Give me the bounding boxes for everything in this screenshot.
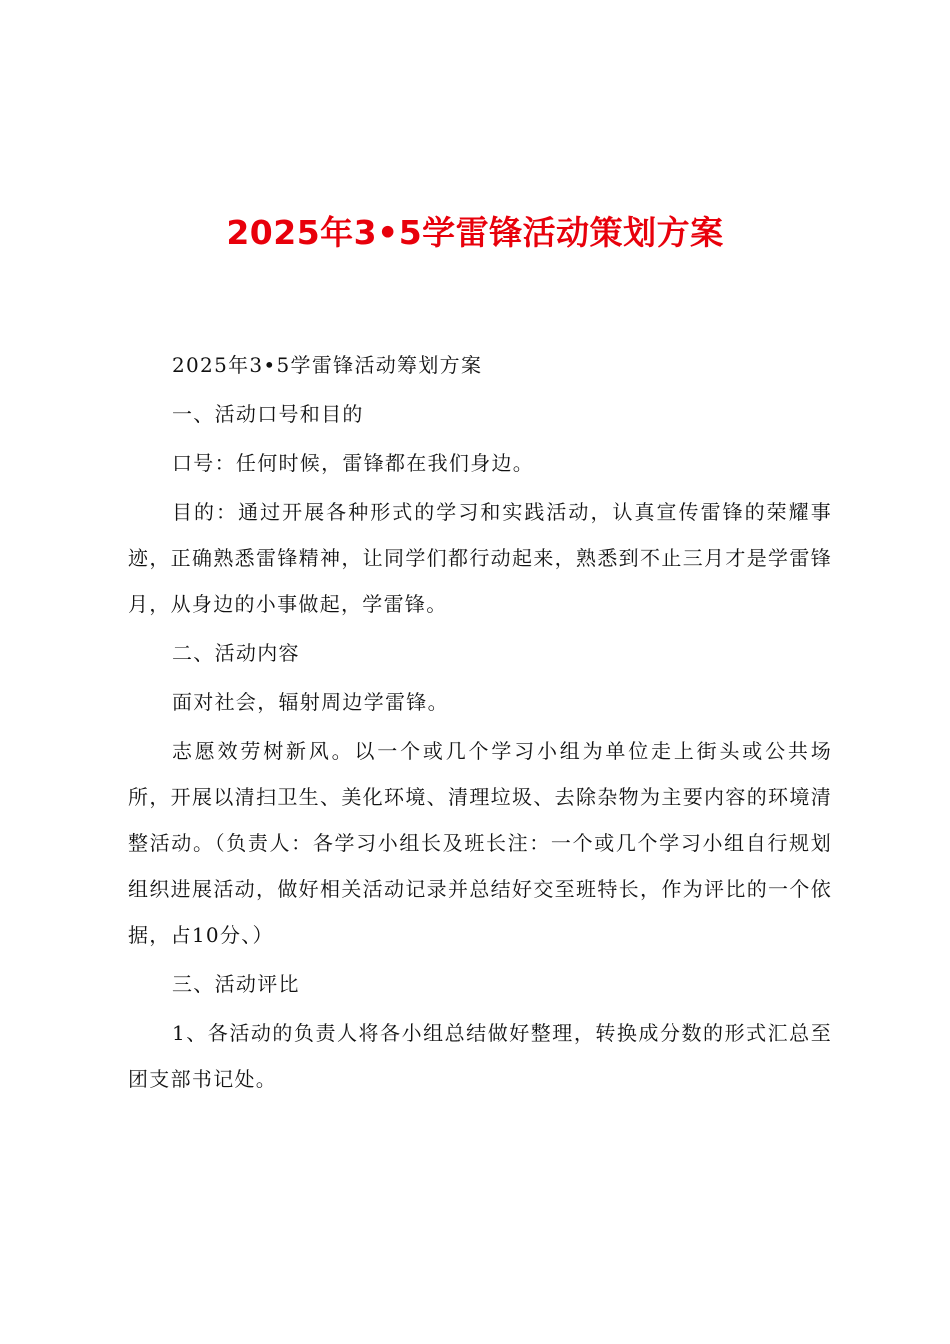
section-heading-slogan-purpose: 一、活动口号和目的 — [172, 402, 364, 426]
paragraph-society: 面对社会，辐射周边学雷锋。 — [172, 690, 449, 714]
section-heading-content: 二、活动内容 — [172, 641, 300, 665]
section-heading-evaluation: 三、活动评比 — [172, 972, 300, 996]
paragraph-evaluation-item-1: 1、各活动的负责人将各小组总结做好整理，转换成分数的形式汇总至团支部书记处。 — [128, 1021, 832, 1091]
document-body — [128, 342, 832, 1105]
paragraph-purpose: 目的：通过开展各种形式的学习和实践活动，认真宣传雷锋的荣耀事迹，正确熟悉雷锋精神，让同学们都行动起来，熟悉到不止三月才是学雷锋月，从身边的小事做起，学雷锋。 — [128, 500, 832, 616]
paragraph-slogan: 口号：任何时候，雷锋都在我们身边。 — [172, 451, 535, 475]
paragraph-volunteer: 志愿效劳树新风。以一个或几个学习小组为单位走上街头或公共场所，开展以清扫卫生、美化环境、清理垃圾、去除杂物为主要内容的环境清整活动。（负责人：各学习小组长及班长注：一个或几个学习小组自行规划组织进展活动，做好相关活动记录并总结好交至班特长，作为评比的一个依据，占10分、） — [128, 739, 832, 947]
paragraph-plan-name: 2025年3•5学雷锋活动筹划方案 — [172, 353, 483, 377]
document-title: 2025年3•5学雷锋活动策划方案 — [226, 213, 724, 252]
